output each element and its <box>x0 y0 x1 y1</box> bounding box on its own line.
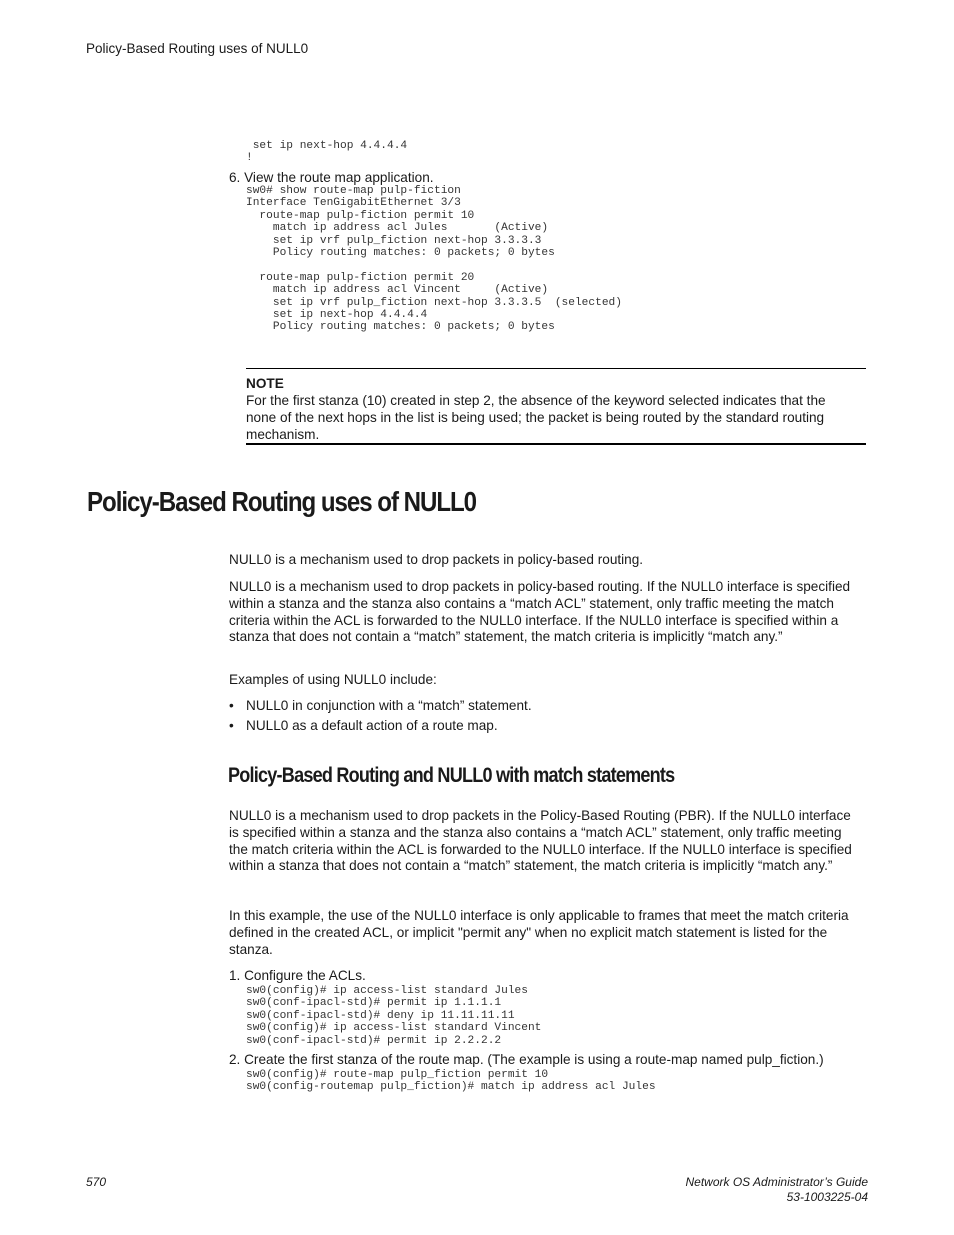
note-top-rule <box>246 368 866 369</box>
code-block-next-hop: set ip next-hop 4.4.4.4 ! <box>246 140 408 165</box>
step-6-label: 6. View the route map application. <box>229 170 434 185</box>
list-item: • NULL0 in conjunction with a “match” statement. <box>229 696 854 716</box>
section2-paragraph-2: In this example, the use of the NULL0 interface is only applicable to frames that meet the match criteria defined in the created ACL, or implicit "permit any" when no explicit match statement is listed for the stanza. <box>229 908 849 957</box>
document-number: 53-1003225-04 <box>786 1190 868 1204</box>
step-2-label: 2. Create the first stanza of the route map. (The example is using a route-map named pulp_fiction.) <box>229 1052 824 1067</box>
page-number: 570 <box>86 1175 107 1189</box>
code-block-show-route-map: sw0# show route-map pulp-fiction Interface TenGigabitEthernet 3/3 route-map pulp-fiction permit 10 match ip address acl Jules (Active) set ip vrf pulp_fiction next-hop 3.3.3.3 Policy routing matches: 0 packets; 0 bytes route-map pulp-fiction permit 20 match ip address acl Vincent (Active) set ip vrf pulp_fiction next-hop 3.3.3.5 (selected) set ip next-hop 4.4.4.4 Policy routing matches: 0 packets; 0 bytes <box>246 185 622 334</box>
note-title: NOTE <box>246 376 284 391</box>
list-item: • NULL0 as a default action of a route map. <box>229 716 854 736</box>
bullet-icon: • <box>229 698 234 713</box>
bullet-icon: • <box>229 717 234 733</box>
section1-paragraph-2: NULL0 is a mechanism used to drop packets in policy-based routing. If the NULL0 interface is specified within a stanza and the stanza also contains a “match ACL” statement, only traffic meeting the match criteria within the ACL is forwarded to the NULL0 interface. If the NULL0 interface is specified within a stanza that does not contain a “match” statement, the match criteria is implicitly “match any.” <box>229 579 851 645</box>
section1-paragraph-3: Examples of using NULL0 include: <box>229 672 437 687</box>
guide-title: Network OS Administrator’s Guide <box>685 1175 868 1189</box>
null0-examples-list <box>229 696 854 735</box>
code-block-configure-acls: sw0(config)# ip access-list standard Jules sw0(conf-ipacl-std)# permit ip 1.1.1.1 sw0(conf-ipacl-std)# deny ip 11.11.11.11 sw0(config)# ip access-list standard Vincent sw0(conf-ipacl-std)# permit ip 2.2.2.2 <box>246 985 542 1047</box>
section-heading-null0: Policy-Based Routing uses of NULL0 <box>87 486 477 517</box>
subsection-heading-match-statements: Policy-Based Routing and NULL0 with match statements <box>228 764 675 787</box>
note-bottom-rule <box>246 443 866 445</box>
code-block-route-map-stanza: sw0(config)# route-map pulp_fiction permit 10 sw0(config-routemap pulp_fiction)# match ip address acl Jules <box>246 1069 656 1094</box>
section2-paragraph-1: NULL0 is a mechanism used to drop packets in the Policy-Based Routing (PBR). If the NULL0 interface is specified within a stanza and the stanza also contains a “match ACL” statement, only traffic meeting the match criteria within the ACL is forwarded to the NULL0 interface. If the NULL0 interface is specified within a stanza that does not contain a “match” statement, the match criteria is implicitly “match any.” <box>229 808 852 874</box>
running-header: Policy-Based Routing uses of NULL0 <box>86 41 309 56</box>
note-text: For the first stanza (10) created in step 2, the absence of the keyword selected indicates that the none of the next hops in the list is being used; the packet is being routed by the standard routing mechanism. <box>246 393 826 442</box>
footer-guide-info <box>685 1175 868 1205</box>
section1-paragraph-1: NULL0 is a mechanism used to drop packets in policy-based routing. <box>229 552 644 567</box>
step-1-label: 1. Configure the ACLs. <box>229 968 366 983</box>
